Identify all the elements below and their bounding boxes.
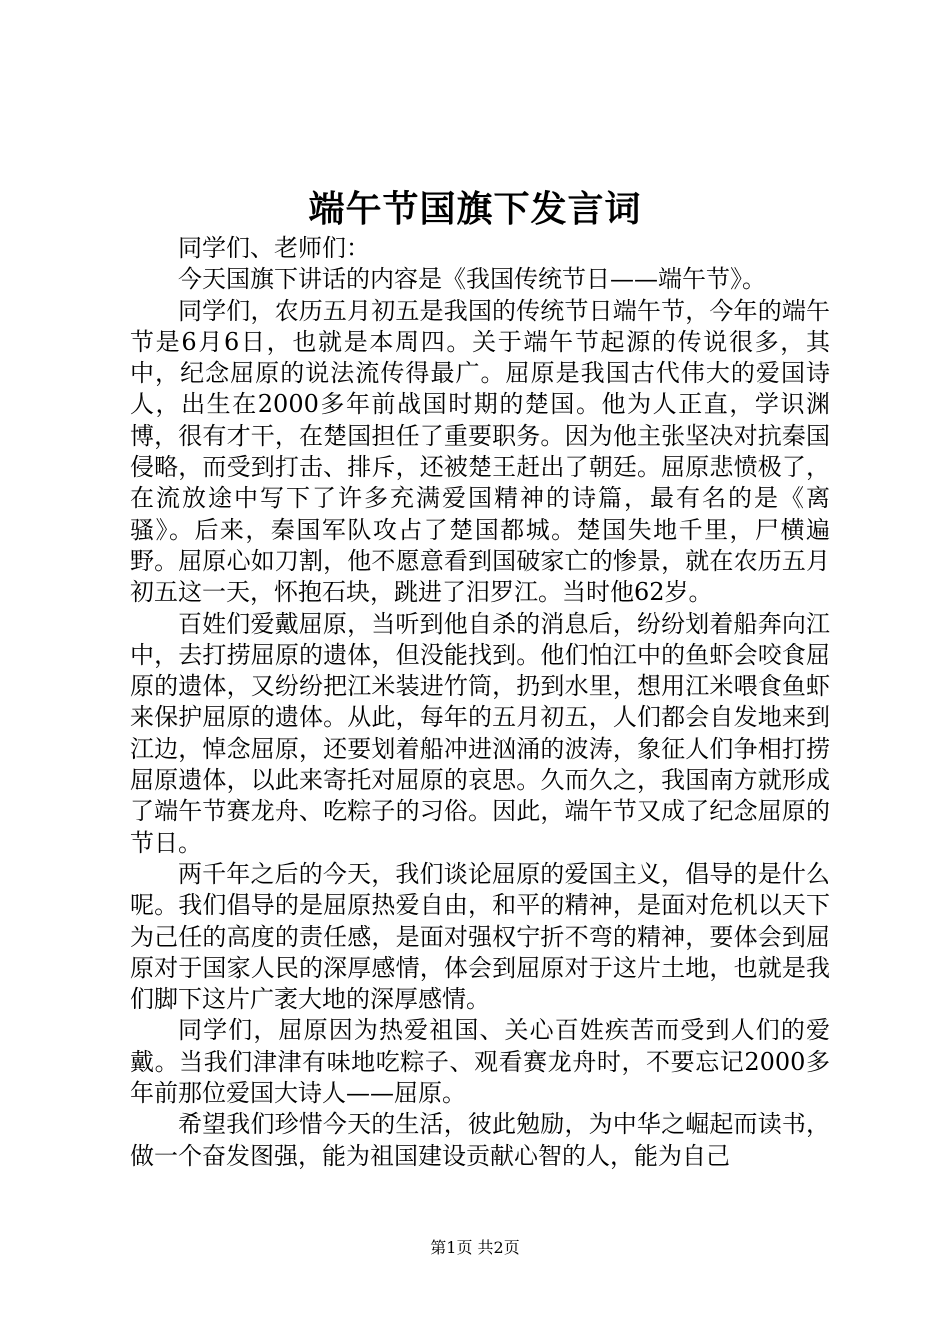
document-body [130, 233, 830, 1172]
page-number: 第1页 共2页 [430, 1238, 520, 1257]
paragraph-customs: 百姓们爱戴屈原，当听到他自杀的消息后，纷纷划着船奔向江中，去打捞屈原的遗体，但没能找到。他们怕江中的鱼虾会咬食屈原的遗体，又纷纷把江米装进竹筒，扔到水里，想用江米喂食鱼虾来保护屈原的遗体。从此，每年的五月初五，人们都会自发地来到江边，悼念屈原，还要划着船冲进汹涌的波涛，象征人们争相打捞屈原遗体，以此来寄托对屈原的哀思。久而久之，我国南方就形成了端午节赛龙舟、吃粽子的习俗。因此，端午节又成了纪念屈原的节日。 [130, 609, 830, 857]
paragraph-origin: 同学们，农历五月初五是我国的传统节日端午节，今年的端午节是6月6日，也就是本周四。关于端午节起源的传说很多，其中，纪念屈原的说法流传得最广。屈原是我国古代伟大的爱国诗人，出生在2000多年前战国时期的楚国。他为人正直，学识渊博，很有才干，在楚国担任了重要职务。因为他主张坚决对抗秦国侵略，而受到打击、排斥，还被楚王赶出了朝廷。屈原悲愤极了，在流放途中写下了许多充满爱国精神的诗篇，最有名的是《离骚》。后来，秦国军队攻占了楚国都城。楚国失地千里，尸横遍野。屈原心如刀割，他不愿意看到国破家亡的惨景，就在农历五月初五这一天，怀抱石块，跳进了汨罗江。当时他62岁。 [130, 296, 830, 607]
paragraph-remember: 同学们，屈原因为热爱祖国、关心百姓疾苦而受到人们的爱戴。当我们津津有味地吃粽子、观看赛龙舟时，不要忘记2000多年前那位爱国大诗人——屈原。 [130, 1016, 830, 1108]
page-title: 端午节国旗下发言词 [308, 188, 642, 230]
paragraph-topic: 今天国旗下讲话的内容是《我国传统节日——端午节》。 [178, 265, 766, 294]
paragraph-greeting: 同学们、老师们： [178, 234, 370, 262]
paragraph-hope: 希望我们珍惜今天的生活，彼此勉励，为中华之崛起而读书，做一个奋发图强，能为祖国建设贡献心智的人，能为自己 [130, 1110, 830, 1170]
paragraph-patriotism: 两千年之后的今天，我们谈论屈原的爱国主义，倡导的是什么呢。我们倡导的是屈原热爱自由，和平的精神，是面对危机以天下为己任的高度的责任感，是面对强权宁折不弯的精神，要体会到屈原对于国家人民的深厚感情，体会到屈原对于这片土地，也就是我们脚下这片广袤大地的深厚感情。 [130, 859, 830, 1014]
